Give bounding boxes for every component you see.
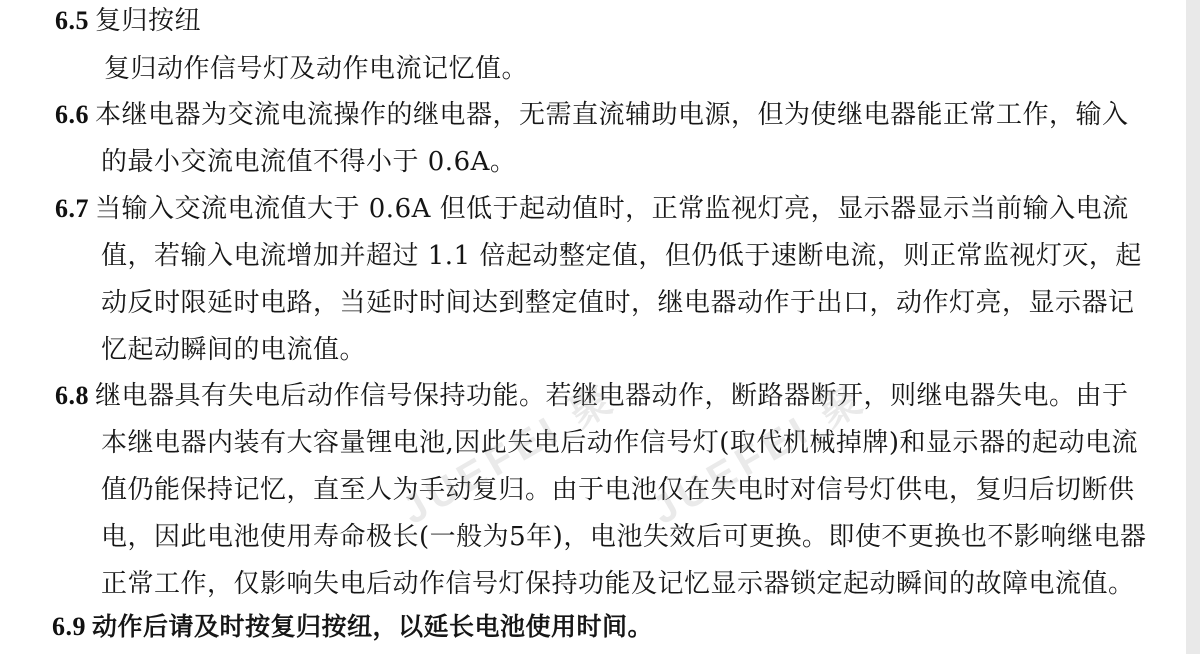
section-6-7-line [101,326,366,375]
paragraph-line: 正常工作，仅影响失电后动作信号灯保持功能及记忆显示器锁定起动瞬间的故障电流值。 [101,569,1135,599]
paragraph-line: 当输入交流电流值大于 0.6A 但低于起动值时，正常监视灯亮，显示器显示当前输入电流 [95,194,1129,224]
section-6-8-first-line [55,372,1129,421]
section-title: 复归按纽 [95,6,202,36]
section-6-5-heading [55,0,201,46]
watermark: JUEFEI 聚 [644,375,875,533]
section-6-8-line [101,560,1135,609]
section-number: 6.9 [52,612,86,641]
paragraph-line: 值仍能保持记忆，直至人为手动复归。由于电池仅在失电时对信号灯供电，复归后切断供 [101,475,1135,505]
section-6-6-line [101,138,516,187]
section-6-8-line [101,466,1135,515]
paragraph-line: 复归动作信号灯及动作电流记忆值。 [104,54,529,84]
section-6-7-first-line [55,185,1129,234]
paragraph-line: 电，因此电池使用寿命极长(一般为5年)，电池失效后可更换。即使不更换也不影响继电器 [101,522,1147,552]
paragraph-line: 本继电器为交流电流操作的继电器，无需直流辅助电源，但为使继电器能正常工作，输入 [95,100,1129,130]
section-number: 6.5 [55,6,89,35]
section-6-7-line [101,279,1135,328]
section-6-5-line [104,45,528,94]
section-6-9-line [52,603,653,652]
section-number: 6.7 [55,194,89,223]
paragraph-line: 值，若输入电流增加并超过 1.1 倍起动整定值，但仍低于速断电流，则正常监视灯灭，起 [101,241,1142,271]
paragraph-line: 本继电器内装有大容量锂电池,因此失电后动作信号灯(取代机械掉牌)和显示器的起动电流 [101,428,1139,458]
paragraph-line: 忆起动瞬间的电流值。 [101,335,367,365]
section-6-8-line [101,513,1146,562]
paragraph-line: 继电器具有失电后动作信号保持功能。若继电器动作，断路器断开，则继电器失电。由于 [95,381,1129,411]
section-number: 6.8 [55,381,89,410]
paragraph-line-bold: 动作后请及时按复归按纽，以延长电池使用时间。 [92,612,654,641]
section-6-7-line [101,232,1142,281]
paragraph-line: 的最小交流电流值不得小于 0.6A。 [101,147,517,177]
paragraph-line: 动反时限延时电路，当延时时间达到整定值时，继电器动作于出口，动作灯亮，显示器记 [101,288,1135,318]
section-number: 6.6 [55,100,89,129]
watermark: JUEFEI 聚 [394,375,625,533]
section-6-8-line [101,419,1138,468]
section-6-6-first-line [55,91,1129,140]
page-edge-shadow [1186,0,1200,654]
